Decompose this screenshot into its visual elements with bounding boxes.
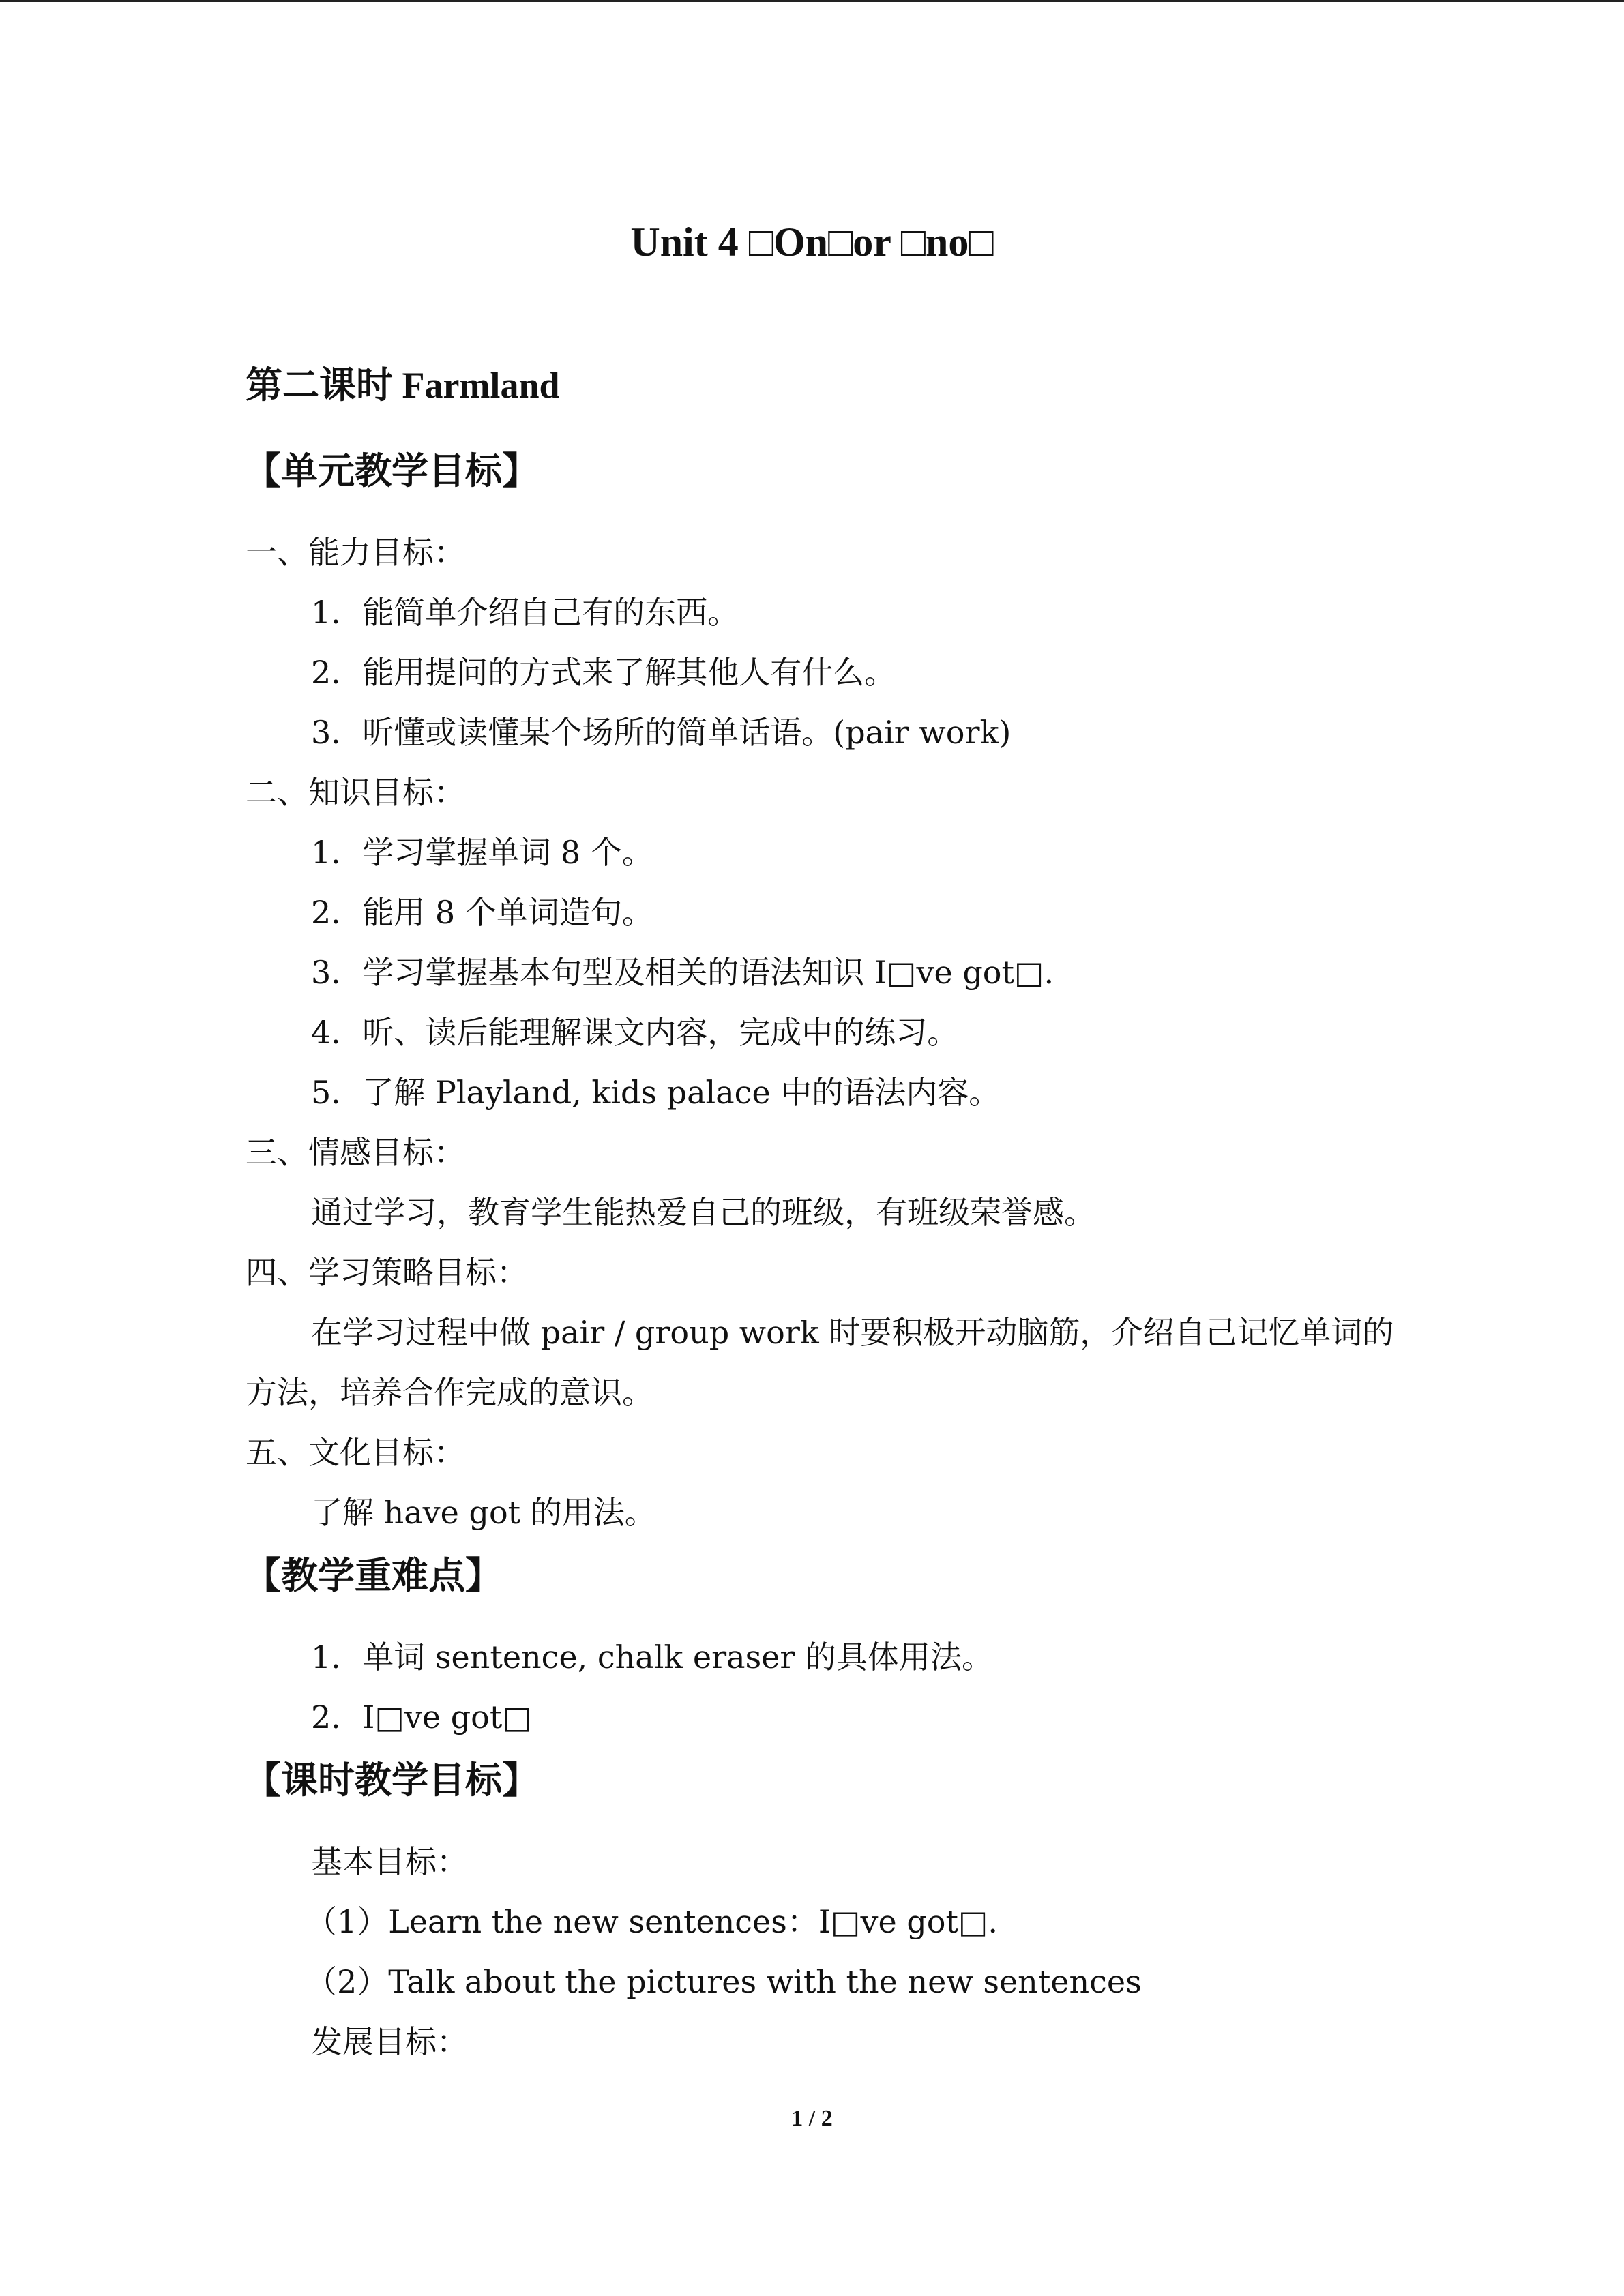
- basic-goal-item-2: （2）Talk about the pictures with the new sentences: [306, 1963, 1142, 2000]
- knowledge-item-2: 2．能用 8 个单词造句。: [311, 894, 653, 931]
- develop-goals-label: 发展目标：: [311, 2023, 468, 2060]
- emotion-heading: 三、情感目标：: [246, 1134, 465, 1171]
- ability-item-3: 3．听懂或读懂某个场所的简单话语。(pair work): [311, 714, 1012, 751]
- lesson-heading: 第二课时 Farmland: [246, 365, 560, 406]
- knowledge-item-1: 1．学习掌握单词 8 个。: [311, 834, 653, 871]
- knowledge-item-3: 3．学习掌握基本句型及相关的语法知识 I□ve got□.: [311, 954, 1054, 991]
- knowledge-item-5: 5．了解 Playland, kids palace 中的语法内容。: [311, 1074, 1001, 1111]
- knowledge-item-4: 4．听、读后能理解课文内容，完成中的练习。: [311, 1014, 959, 1051]
- basic-goal-item-1: （1）Learn the new sentences：I□ve got□.: [306, 1903, 999, 1940]
- knowledge-heading: 二、知识目标：: [246, 774, 465, 811]
- key-point-item-1: 1．单词 sentence, chalk eraser 的具体用法。: [311, 1639, 994, 1675]
- ability-item-1: 1．能简单介绍自己有的东西。: [311, 594, 739, 631]
- unit-goals-heading: 【单元教学目标】: [244, 449, 539, 492]
- culture-heading: 五、文化目标：: [246, 1434, 465, 1471]
- key-points-heading: 【教学重难点】: [244, 1553, 502, 1597]
- ability-heading: 一、能力目标：: [246, 534, 465, 571]
- ability-item-2: 2．能用提问的方式来了解其他人有什么。: [311, 654, 896, 691]
- document-title: Unit 4 □On□or □no□: [630, 220, 994, 265]
- top-border-line: [0, 0, 1624, 2]
- lesson-goals-heading: 【课时教学目标】: [244, 1758, 539, 1802]
- basic-goals-label: 基本目标：: [311, 1843, 468, 1880]
- key-point-item-2: 2．I□ve got□: [311, 1699, 532, 1735]
- strategy-text: 在学习过程中做 pair / group work 时要积极开动脑筋，介绍自己记忆单词的方法，培养合作完成的意识。: [246, 1314, 1394, 1411]
- page-number: 1 / 2: [791, 2106, 833, 2131]
- emotion-text: 通过学习，教育学生能热爱自己的班级，有班级荣誉感。: [311, 1194, 1095, 1231]
- culture-text: 了解 have got 的用法。: [311, 1494, 656, 1531]
- strategy-heading: 四、学习策略目标：: [246, 1254, 528, 1291]
